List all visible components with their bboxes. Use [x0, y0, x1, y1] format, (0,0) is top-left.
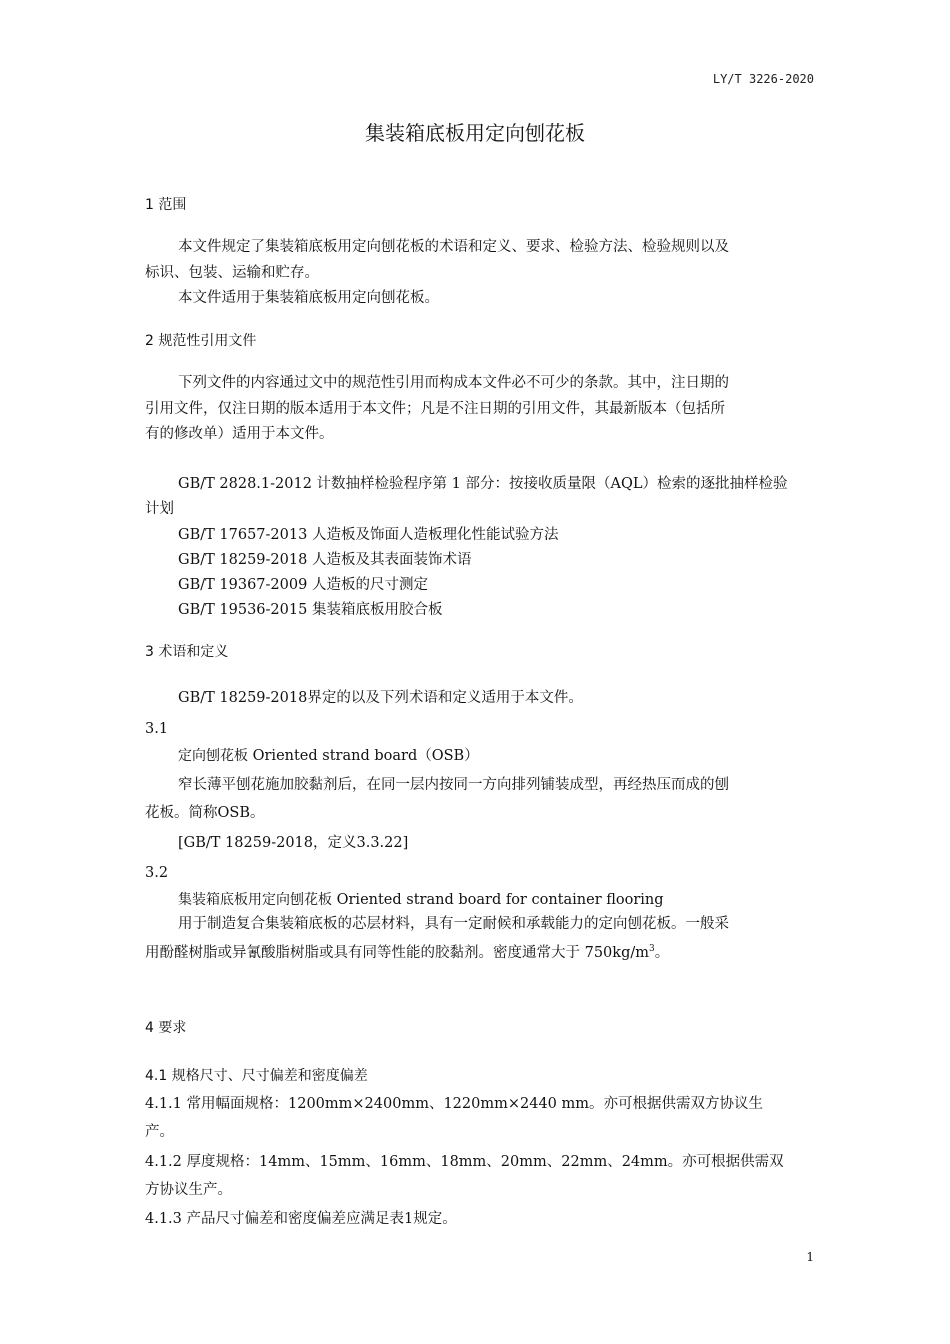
definition-line: 窄长薄平刨花施加胶黏剂后，在同一层内按同一方向排列铺装成型，再经热压而成的刨 [178, 777, 729, 793]
reference-item: GB/T 19536-2015 集装箱底板用胶合板 [178, 602, 443, 618]
definition-line [145, 937, 669, 965]
clause-line: 产。 [145, 1124, 174, 1140]
term-title-en: Oriented strand board（OSB） [248, 748, 479, 764]
reference-item: GB/T 18259-2018 人造板及其表面装饰术语 [178, 552, 472, 568]
term-title-cn: 定向刨花板 [178, 748, 248, 764]
paragraph-line: GB/T 18259-2018界定的以及下列术语和定义适用于本文件。 [178, 690, 583, 706]
reference-item-continued: 计划 [145, 501, 174, 517]
superscript: 3 [649, 944, 655, 954]
subsection-4-1-heading: 4.1 规格尺寸、尺寸偏差和密度偏差 [145, 1068, 368, 1084]
section-1-heading: 1 范围 [145, 197, 187, 213]
section-3-heading: 3 术语和定义 [145, 644, 229, 660]
section-2-heading: 2 规范性引用文件 [145, 333, 257, 349]
definition-text: 用酚醛树脂或异氰酸脂树脂或具有同等性能的胶黏剂。密度通常大于 750kg/m [145, 944, 649, 961]
term-number: 3.1 [145, 721, 169, 737]
paragraph-line: 下列文件的内容通过文中的规范性引用而构成本文件必不可少的条款。其中，注日期的 [178, 375, 729, 391]
standard-number: LY/T 3226-2020 [712, 72, 814, 86]
definition-text: 。 [654, 944, 670, 961]
clause-line: 4.1.1 常用幅面规格：1200mm×2400mm、1220mm×2440 mm。亦可根据供需双方协议生 [145, 1096, 764, 1112]
document-title: 集装箱底板用定向刨花板 [365, 121, 585, 145]
definition-line: 花板。简称OSB。 [145, 805, 265, 821]
paragraph-line: 引用文件，仅注日期的版本适用于本文件；凡是不注日期的引用文件，其最新版本（包括所 [145, 401, 725, 417]
clause-line: 4.1.3 产品尺寸偏差和密度偏差应满足表1规定。 [145, 1211, 457, 1227]
paragraph-line: 本文件规定了集装箱底板用定向刨花板的术语和定义、要求、检验方法、检验规则以及 [178, 239, 729, 255]
term-number: 3.2 [145, 865, 169, 881]
section-4-heading: 4 要求 [145, 1020, 187, 1036]
term-title [178, 744, 479, 768]
paragraph-line: 本文件适用于集装箱底板用定向刨花板。 [178, 290, 439, 306]
page-number: 1 [806, 1250, 814, 1264]
clause-line: 方协议生产。 [145, 1182, 232, 1198]
clause-line: 4.1.2 厚度规格：14mm、15mm、16mm、18mm、20mm、22mm、24mm。亦可根据供需双 [145, 1154, 784, 1170]
definition-source: [GB/T 18259-2018，定义3.3.22] [178, 835, 409, 851]
reference-item: GB/T 19367-2009 人造板的尺寸测定 [178, 577, 428, 593]
reference-item: GB/T 2828.1-2012 计数抽样检验程序第 1 部分：按接收质量限（AQL）检索的逐批抽样检验 [178, 476, 788, 492]
paragraph-line: 标识、包装、运输和贮存。 [145, 265, 319, 281]
term-title-en: Oriented strand board for container flooring [332, 892, 664, 908]
paragraph-line: 有的修改单）适用于本文件。 [145, 426, 334, 442]
term-title [178, 888, 664, 912]
term-title-cn: 集装箱底板用定向刨花板 [178, 892, 332, 908]
reference-item: GB/T 17657-2013 人造板及饰面人造板理化性能试验方法 [178, 527, 559, 543]
definition-line: 用于制造复合集装箱底板的芯层材料，具有一定耐候和承载能力的定向刨花板。一般采 [178, 916, 729, 932]
